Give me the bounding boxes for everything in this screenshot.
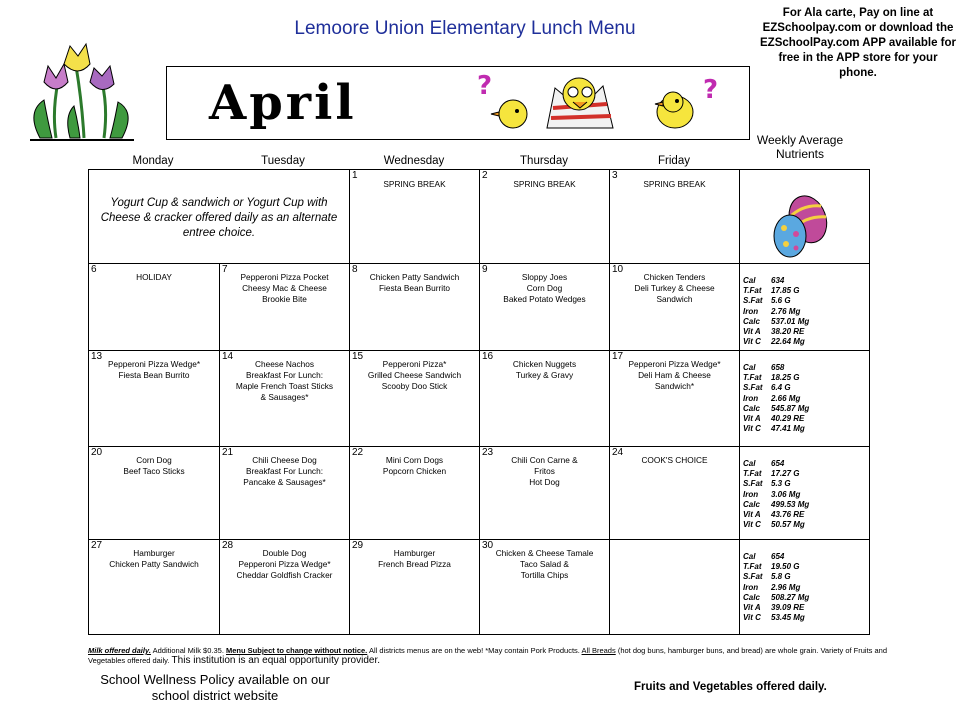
day-number: 1 bbox=[352, 170, 358, 181]
menu-item: Pepperoni Pizza Wedge* bbox=[238, 559, 331, 569]
day-header-tuesday: Tuesday bbox=[261, 155, 305, 167]
menu-items bbox=[89, 359, 219, 381]
nutrient-label: Vit C bbox=[743, 520, 761, 530]
menu-item: Breakfast For Lunch: bbox=[245, 466, 323, 476]
calendar-week bbox=[89, 351, 870, 447]
menu-item: Pepperoni Pizza* bbox=[382, 359, 447, 369]
day-cell bbox=[220, 447, 350, 540]
day-number: 15 bbox=[352, 351, 364, 362]
nutrient-value: 38.20 RE bbox=[771, 327, 805, 337]
nutrient-label: S.Fat bbox=[743, 383, 763, 393]
nutrient-value: 5.6 G bbox=[771, 296, 791, 306]
additional-milk-note: Additional Milk $0.35. bbox=[152, 646, 224, 655]
calendar-week bbox=[89, 447, 870, 540]
wellness-policy-note: School Wellness Policy available on our school district website bbox=[100, 672, 330, 703]
menu-items bbox=[350, 359, 479, 392]
menu-item: Beef Taco Sticks bbox=[123, 466, 185, 476]
svg-text:?: ? bbox=[477, 71, 493, 101]
nutrient-value: 658 bbox=[771, 363, 785, 372]
day-cell bbox=[610, 540, 740, 635]
nutrient-label: Vit C bbox=[743, 424, 761, 434]
menu-item: Fiesta Bean Burrito bbox=[118, 370, 190, 380]
menu-item: Sloppy Joes bbox=[521, 272, 568, 282]
nutrient-label: T.Fat bbox=[743, 373, 762, 383]
nutrients-list bbox=[743, 363, 809, 434]
menu-item: Sandwich bbox=[656, 294, 693, 304]
nutrient-label: Cal bbox=[743, 363, 756, 372]
nutrient-row bbox=[743, 510, 809, 520]
day-cell bbox=[350, 540, 480, 635]
nutrient-label: Vit A bbox=[743, 414, 761, 424]
menu-item: Tortilla Chips bbox=[520, 570, 569, 580]
menu-item: Chicken Patty Sandwich bbox=[109, 559, 199, 569]
alternate-entree-cell bbox=[89, 170, 350, 264]
nutrient-value: 654 bbox=[771, 552, 785, 561]
menu-item: Breakfast For Lunch: bbox=[245, 370, 323, 380]
nutrient-row bbox=[743, 337, 809, 347]
calendar-weeks bbox=[89, 264, 870, 635]
menu-item: Baked Potato Wedges bbox=[503, 294, 586, 304]
menu-item: Chicken Tenders bbox=[643, 272, 706, 282]
nutrient-label: Vit C bbox=[743, 613, 761, 623]
nutrient-row bbox=[743, 317, 809, 327]
nutrient-row bbox=[743, 572, 809, 582]
menu-item: Deli Turkey & Cheese bbox=[634, 283, 715, 293]
nutrient-label: Cal bbox=[743, 459, 756, 468]
nutrient-row bbox=[743, 327, 809, 337]
day-cell bbox=[350, 447, 480, 540]
menu-item: Sandwich* bbox=[654, 381, 695, 391]
menu-item: French Bread Pizza bbox=[378, 559, 451, 569]
menu-item: Corn Dog bbox=[136, 455, 172, 465]
nutrients-list bbox=[743, 459, 809, 530]
easter-egg-cell bbox=[740, 170, 870, 264]
menu-item: Grilled Cheese Sandwich bbox=[367, 370, 462, 380]
nutrient-row bbox=[743, 383, 809, 393]
day-cell bbox=[480, 351, 610, 447]
nutrients-cell bbox=[740, 540, 870, 635]
menu-items bbox=[89, 272, 219, 283]
day-cell bbox=[89, 351, 220, 447]
nutrient-value: 545.87 Mg bbox=[771, 403, 810, 413]
nutrient-value: 499.53 Mg bbox=[771, 499, 810, 509]
nutrient-row bbox=[743, 562, 809, 572]
menu-item: Pepperoni Pizza Pocket bbox=[240, 272, 329, 282]
svg-text:?: ? bbox=[703, 75, 719, 105]
nutrient-value: 5.3 G bbox=[771, 479, 791, 489]
nutrient-value: 47.41 Mg bbox=[771, 424, 805, 434]
menu-item: Popcorn Chicken bbox=[382, 466, 447, 476]
nutrient-label: Cal bbox=[743, 276, 756, 285]
day-cell bbox=[480, 540, 610, 635]
alternate-entree-text: Yogurt Cup & sandwich or Yogurt Cup with Cheese & cracker offered daily as an alternate entree choice. bbox=[100, 197, 338, 239]
menu-item: Hot Dog bbox=[529, 477, 560, 487]
fruits-vegetables-note: Fruits and Vegetables offered daily. bbox=[634, 681, 827, 693]
nutrient-row bbox=[743, 286, 809, 296]
nutrient-row bbox=[743, 583, 809, 593]
nutrient-label: Calc bbox=[743, 592, 760, 602]
nutrient-value: 5.8 G bbox=[771, 572, 791, 582]
nutrient-label: Cal bbox=[743, 552, 756, 561]
day-number: 16 bbox=[482, 351, 494, 362]
nutrient-label: Calc bbox=[743, 403, 760, 413]
menu-item: Chili Con Carne & bbox=[511, 455, 578, 465]
nutrient-row bbox=[743, 603, 809, 613]
nutrient-row bbox=[743, 469, 809, 479]
april-banner bbox=[166, 66, 750, 140]
nutrients-list bbox=[743, 552, 809, 623]
easter-eggs-illustration bbox=[766, 190, 836, 260]
milk-note: Milk offered daily. bbox=[88, 646, 151, 655]
menu-item: Turkey & Gravy bbox=[515, 370, 574, 380]
day-note: SPRING BREAK bbox=[383, 179, 446, 189]
menu-calendar bbox=[88, 169, 870, 635]
menu-items bbox=[480, 359, 609, 381]
nutrient-label: Calc bbox=[743, 316, 760, 326]
districts-note: All districts menus are on the web! *May contain Pork Products. bbox=[368, 646, 580, 655]
nutrient-label: S.Fat bbox=[743, 479, 763, 489]
nutrient-value: 19.50 G bbox=[771, 562, 800, 572]
day-number: 27 bbox=[91, 540, 103, 551]
day-header-thursday: Thursday bbox=[520, 155, 568, 167]
menu-item: Double Dog bbox=[262, 548, 307, 558]
day-number: 7 bbox=[222, 264, 228, 275]
nutrient-value: 2.96 Mg bbox=[771, 582, 801, 592]
day-number: 9 bbox=[482, 264, 488, 275]
menu-item: & Sausages* bbox=[260, 392, 309, 402]
nutrient-label: Iron bbox=[743, 393, 759, 403]
nutrient-value: 508.27 Mg bbox=[771, 592, 810, 602]
nutrient-value: 53.45 Mg bbox=[771, 613, 805, 623]
menu-items bbox=[350, 548, 479, 570]
day-number: 8 bbox=[352, 264, 358, 275]
day-number: 17 bbox=[612, 351, 624, 362]
menu-item: Cheese Nachos bbox=[254, 359, 315, 369]
day-cell bbox=[610, 264, 740, 351]
nutrient-row bbox=[743, 459, 809, 469]
nutrient-value: 2.76 Mg bbox=[771, 306, 801, 316]
day-number: 2 bbox=[482, 170, 488, 181]
menu-item: Pepperoni Pizza Wedge* bbox=[107, 359, 201, 369]
nutrient-row bbox=[743, 520, 809, 530]
menu-item: Chicken Nuggets bbox=[512, 359, 577, 369]
menu-item: Chicken & Cheese Tamale bbox=[495, 548, 594, 558]
nutrient-label: T.Fat bbox=[743, 286, 762, 296]
menu-item: Hamburger bbox=[133, 548, 175, 558]
chicks-illustration bbox=[467, 68, 749, 138]
menu-item: Pepperoni Pizza Wedge* bbox=[628, 359, 721, 369]
menu-item: Mini Corn Dogs bbox=[385, 455, 444, 465]
day-note: SPRING BREAK bbox=[643, 179, 706, 189]
day-number: 23 bbox=[482, 447, 494, 458]
nutrient-row bbox=[743, 424, 809, 434]
menu-items bbox=[480, 548, 609, 581]
nutrient-row bbox=[743, 307, 809, 317]
nutrient-row bbox=[743, 479, 809, 489]
nutrient-label: T.Fat bbox=[743, 469, 762, 479]
nutrient-label: T.Fat bbox=[743, 562, 762, 572]
day-cell bbox=[220, 540, 350, 635]
day-cell bbox=[350, 264, 480, 351]
nutrients-list bbox=[743, 276, 809, 347]
day-number: 14 bbox=[222, 351, 234, 362]
menu-item: Chili Cheese Dog bbox=[252, 455, 317, 465]
nutrient-row bbox=[743, 363, 809, 373]
day-header-wednesday: Wednesday bbox=[383, 155, 445, 167]
day-number: 22 bbox=[352, 447, 364, 458]
menu-items bbox=[480, 272, 609, 305]
day-header-monday: Monday bbox=[132, 155, 174, 167]
menu-item: Corn Dog bbox=[526, 283, 563, 293]
menu-items bbox=[610, 455, 739, 466]
nutrient-row bbox=[743, 613, 809, 623]
nutrient-row bbox=[743, 373, 809, 383]
nutrient-label: Calc bbox=[743, 499, 760, 509]
day-cell bbox=[89, 264, 220, 351]
calendar-week bbox=[89, 264, 870, 351]
day-number: 21 bbox=[222, 447, 234, 458]
nutrient-value: 18.25 G bbox=[771, 373, 800, 383]
nutrient-value: 654 bbox=[771, 459, 785, 468]
nutrient-row bbox=[743, 296, 809, 306]
day-cell bbox=[89, 447, 220, 540]
nutrient-value: 40.29 RE bbox=[771, 414, 805, 424]
nutrient-row bbox=[743, 490, 809, 500]
nutrient-value: 43.76 RE bbox=[771, 510, 805, 520]
menu-items bbox=[220, 455, 349, 488]
menu-item: Scooby Doo Stick bbox=[381, 381, 448, 391]
day-number: 29 bbox=[352, 540, 364, 551]
nutrient-value: 50.57 Mg bbox=[771, 520, 805, 530]
day-cell bbox=[350, 351, 480, 447]
day-number: 3 bbox=[612, 170, 618, 181]
nutrient-value: 537.01 Mg bbox=[771, 316, 810, 326]
menu-item: Fiesta Bean Burrito bbox=[378, 283, 451, 293]
ala-carte-note: For Ala carte, Pay on line at EZSchoolpay.com or download the EZSchoolPay.com APP available for free in the APP store for your phone. bbox=[760, 7, 956, 79]
day-cell bbox=[220, 264, 350, 351]
menu-items bbox=[610, 359, 739, 392]
tulip-illustration bbox=[22, 42, 140, 142]
menu-items bbox=[610, 272, 739, 305]
menu-item: Cheesy Mac & Cheese bbox=[242, 283, 327, 293]
menu-item: Brookie Bite bbox=[262, 294, 307, 304]
day-note: SPRING BREAK bbox=[513, 179, 576, 189]
nutrient-value: 17.27 G bbox=[771, 469, 800, 479]
nutrient-label: Vit A bbox=[743, 327, 761, 337]
nutrient-label: S.Fat bbox=[743, 572, 763, 582]
nutrient-label: Iron bbox=[743, 582, 759, 592]
weekly-average-label: Weekly Average Nutrients bbox=[756, 133, 844, 161]
day-number: 24 bbox=[612, 447, 624, 458]
nutrient-label: Iron bbox=[743, 489, 759, 499]
nutrient-value: 2.66 Mg bbox=[771, 393, 801, 403]
all-breads-label: All Breads bbox=[581, 646, 616, 655]
menu-item: Pancake & Sausages* bbox=[243, 477, 326, 487]
equal-opportunity-note: This institution is an equal opportunity provider. bbox=[171, 655, 380, 666]
day-cell bbox=[610, 170, 740, 264]
menu-items bbox=[220, 359, 349, 403]
day-number: 30 bbox=[482, 540, 494, 551]
day-cell bbox=[480, 170, 610, 264]
page-title: Lemoore Union Elementary Lunch Menu bbox=[294, 18, 636, 39]
menu-item: HOLIDAY bbox=[136, 272, 172, 282]
calendar-week bbox=[89, 540, 870, 635]
menu-items bbox=[89, 548, 219, 570]
nutrients-cell bbox=[740, 351, 870, 447]
nutrient-label: Vit A bbox=[743, 603, 761, 613]
nutrient-label: S.Fat bbox=[743, 296, 763, 306]
day-cell bbox=[480, 264, 610, 351]
day-cell bbox=[89, 540, 220, 635]
day-number: 20 bbox=[91, 447, 103, 458]
menu-change-note: Menu Subject to change without notice. bbox=[226, 646, 368, 655]
menu-items bbox=[350, 455, 479, 477]
menu-item: Fritos bbox=[534, 466, 555, 476]
day-cell bbox=[350, 170, 480, 264]
menu-item: Chicken Patty Sandwich bbox=[369, 272, 460, 282]
breads-note: (hot dog buns, hamburger buns, and bread) are whole grain. Variety of Fruits and Vegetables offered daily. bbox=[88, 646, 888, 665]
day-number: 6 bbox=[91, 264, 97, 275]
nutrient-row bbox=[743, 552, 809, 562]
nutrient-row bbox=[743, 276, 809, 286]
menu-item: Cheddar Goldfish Cracker bbox=[236, 570, 333, 580]
menu-items bbox=[480, 455, 609, 488]
calendar-week bbox=[89, 170, 870, 264]
day-cell bbox=[610, 447, 740, 540]
nutrient-label: Vit C bbox=[743, 337, 761, 347]
menu-items bbox=[220, 548, 349, 581]
nutrients-cell bbox=[740, 447, 870, 540]
day-header-friday: Friday bbox=[658, 155, 690, 167]
nutrient-value: 634 bbox=[771, 276, 785, 285]
day-cell bbox=[610, 351, 740, 447]
menu-item: COOK'S CHOICE bbox=[641, 455, 708, 465]
day-number: 13 bbox=[91, 351, 103, 362]
day-number: 10 bbox=[612, 264, 624, 275]
menu-item: Taco Salad & bbox=[520, 559, 569, 569]
nutrient-label: Vit A bbox=[743, 510, 761, 520]
nutrient-value: 3.06 Mg bbox=[771, 489, 801, 499]
nutrients-cell bbox=[740, 264, 870, 351]
menu-item: Maple French Toast Sticks bbox=[235, 381, 334, 391]
nutrient-value: 39.09 RE bbox=[771, 603, 805, 613]
nutrient-row bbox=[743, 500, 809, 510]
nutrient-row bbox=[743, 414, 809, 424]
day-cell bbox=[480, 447, 610, 540]
day-number: 28 bbox=[222, 540, 234, 551]
menu-items bbox=[89, 455, 219, 477]
day-cell bbox=[220, 351, 350, 447]
menu-item: Deli Ham & Cheese bbox=[638, 370, 711, 380]
nutrient-row bbox=[743, 593, 809, 603]
nutrient-row bbox=[743, 404, 809, 414]
footer-notes bbox=[88, 646, 888, 666]
nutrient-value: 6.4 G bbox=[771, 383, 791, 393]
nutrient-row bbox=[743, 394, 809, 404]
menu-item: Hamburger bbox=[393, 548, 436, 558]
menu-items bbox=[350, 272, 479, 294]
nutrient-value: 17.85 G bbox=[771, 286, 800, 296]
nutrient-label: Iron bbox=[743, 306, 759, 316]
month-title: April bbox=[209, 75, 357, 131]
nutrient-value: 22.64 Mg bbox=[771, 337, 805, 347]
menu-items bbox=[220, 272, 349, 305]
